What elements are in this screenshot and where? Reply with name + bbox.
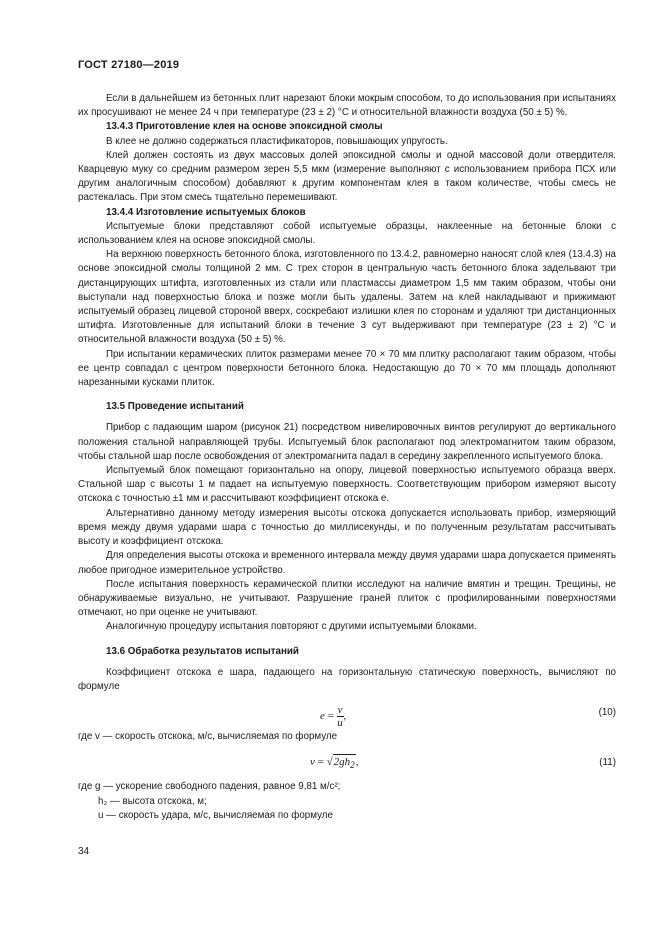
formula-11-expression xyxy=(310,754,358,772)
paragraph: Клей должен состоять из двух массовых долей эпоксидной смолы и одной массовой доли отвердителя. Кварцевую муку со средним размером зерен 5,5 мкм (измерение выполняют с использованием прибора ПСХ или другим аналогичным способом) добавляют к другим компонентам клея в таком количестве, чтобы смесь не растекалась. При этом смесь тщательно перемешивают. xyxy=(78,149,616,204)
formula-11-radicand xyxy=(333,754,356,772)
page-number: 34 xyxy=(78,846,90,857)
definition-v: где v — скорость отскока, м/с, вычисляемая по формуле xyxy=(78,731,338,743)
paragraph: Если в дальнейшем из бетонных плит нарезают блоки мокрым способом, то до использования при испытаниях их просушивают не менее 24 ч при температуре (23 ± 2) °С и относительной влажности воздуха (50 ± 5) %. xyxy=(78,93,616,119)
formula-10 xyxy=(78,698,616,728)
formula-11-eq: = xyxy=(314,756,327,769)
subsection-heading: 13.4.4 Изготовление испытуемых блоков xyxy=(106,206,306,218)
definition-g: где g — ускорение свободного падения, равное 9,81 м/с²; xyxy=(78,781,341,793)
formula-10-eq: = xyxy=(324,710,337,723)
paragraph: В клее не должно содержаться пластификаторов, повышающих упругость. xyxy=(106,135,448,147)
formula-10-lhs: e xyxy=(320,710,325,723)
definition-h2: h₂ — высота отскока, м; xyxy=(98,795,207,807)
paragraph: Аналогичную процедуру испытания повторяют с другими испытуемыми блоками. xyxy=(106,621,477,633)
paragraph: Испытуемые блоки представляют собой испытуемые образцы, наклеенные на бетонные блоки с использованием клея на основе эпоксидной смолы. xyxy=(78,220,616,247)
formula-10-number: (10) xyxy=(598,707,616,719)
paragraph: На верхнюю поверхность бетонного блока, изготовленного по 13.4.2, равномерно наносят слой клея (13.4.3) на основе эпоксидной смолы толщиной 2 мм. С трех сторон в центральную часть бетонного блока задельвают три дистанцирующих штифта, изготовленных из стали или пластмассы диаметром 1,5 мм таким образом, чтобы они выступали над поверхностью блока и позже могли быть удалены. Затем на клей накладывают и прижимают испытуемый образец лицевой стороной вверх, соскребают излишки клея по сторонам и удаляют три дистанционных штифта. Изготовленные для испытаний блоки в течение 3 сут выдерживают при температуре (23 ± 2) °С и относительной влажности воздуха (50 ± 5) %. xyxy=(78,249,616,346)
section-heading: 13.5 Проведение испытаний xyxy=(106,401,244,413)
sqrt-sign-icon: √ xyxy=(326,756,333,769)
paragraph: Для определения высоты отскока и временного интервала между двумя ударами шара допускается применять любое пригодное измерительное устройство. xyxy=(78,550,616,576)
formula-10-denominator: u xyxy=(337,717,343,730)
paragraph: Коэффициент отскока е шара, падающего на горизонтальную статическую поверхность, вычисляют по формуле xyxy=(78,666,616,692)
formula-11-radicand-text: 2gh xyxy=(333,756,351,769)
doc-header: ГОСТ 27180—2019 xyxy=(78,59,180,71)
paragraph: Альтернативно данному методу измерения высоты отскока допускается использовать прибор, измеряющий время между двумя ударами шара с точностью до миллисекунды, и по полученным результатам рассчитывать высоту и коэффициент отскока. xyxy=(78,507,616,548)
text-blocks xyxy=(78,92,616,694)
formula-11 xyxy=(78,748,616,778)
paragraph: После испытания поверхность керамической плитки исследуют на наличие вмятин и трещин. Трещины, не обнаруживаемые визуально, не учитывают. Разрушение граней плиток с профилированными поверхностями отмечают, но при оценке не учитывают. xyxy=(78,578,616,619)
formula-11-number: (11) xyxy=(599,757,616,769)
formula-10-fraction xyxy=(337,704,344,729)
formula-10-numerator: v xyxy=(337,704,343,717)
paragraph: Прибор с падающим шаром (рисунок 21) посредством нивелировочных винтов регулируют до вертикального положения стальной направляющей трубы. Испытуемый блок располагают под электромагнитом таким образом, чтобы стальной шар после освобождения от электромагнита падал в середину закрепленного испытуемого блока. xyxy=(78,422,616,462)
formula-10-tail: , xyxy=(343,710,347,723)
formula-10-expression xyxy=(320,704,346,729)
section-heading: 13.6 Обработка результатов испытаний xyxy=(106,645,299,657)
formula-11-lhs: v xyxy=(310,756,315,769)
subsection-heading: 13.4.3 Приготовление клея на основе эпоксидной смолы xyxy=(106,121,383,133)
page-content xyxy=(78,92,616,823)
paragraph: При испытании керамических плиток размерами менее 70 × 70 мм плитку располагают таким образом, чтобы ее центр совпадал с центром поверхности бетонного блока. Недостающую до 70 × 70 мм площадь дополняют нарезанными кусками плиток. xyxy=(78,348,616,389)
definition-u: u — скорость удара, м/с, вычисляемая по формуле xyxy=(98,809,333,821)
paragraph: Испытуемый блок помещают горизонтально на опору, лицевой поверхностью испытуемого образца вверх. Стальной шар с высоты 1 м падает на испытуемую поверхность. Соответствующим прибором измеряют высоту отскока с точностью ±1 мм и рассчитывают коэффициент отскока е. xyxy=(78,465,616,505)
formula-11-subscript: 2 xyxy=(350,760,355,771)
formula-11-tail: , xyxy=(355,756,359,769)
